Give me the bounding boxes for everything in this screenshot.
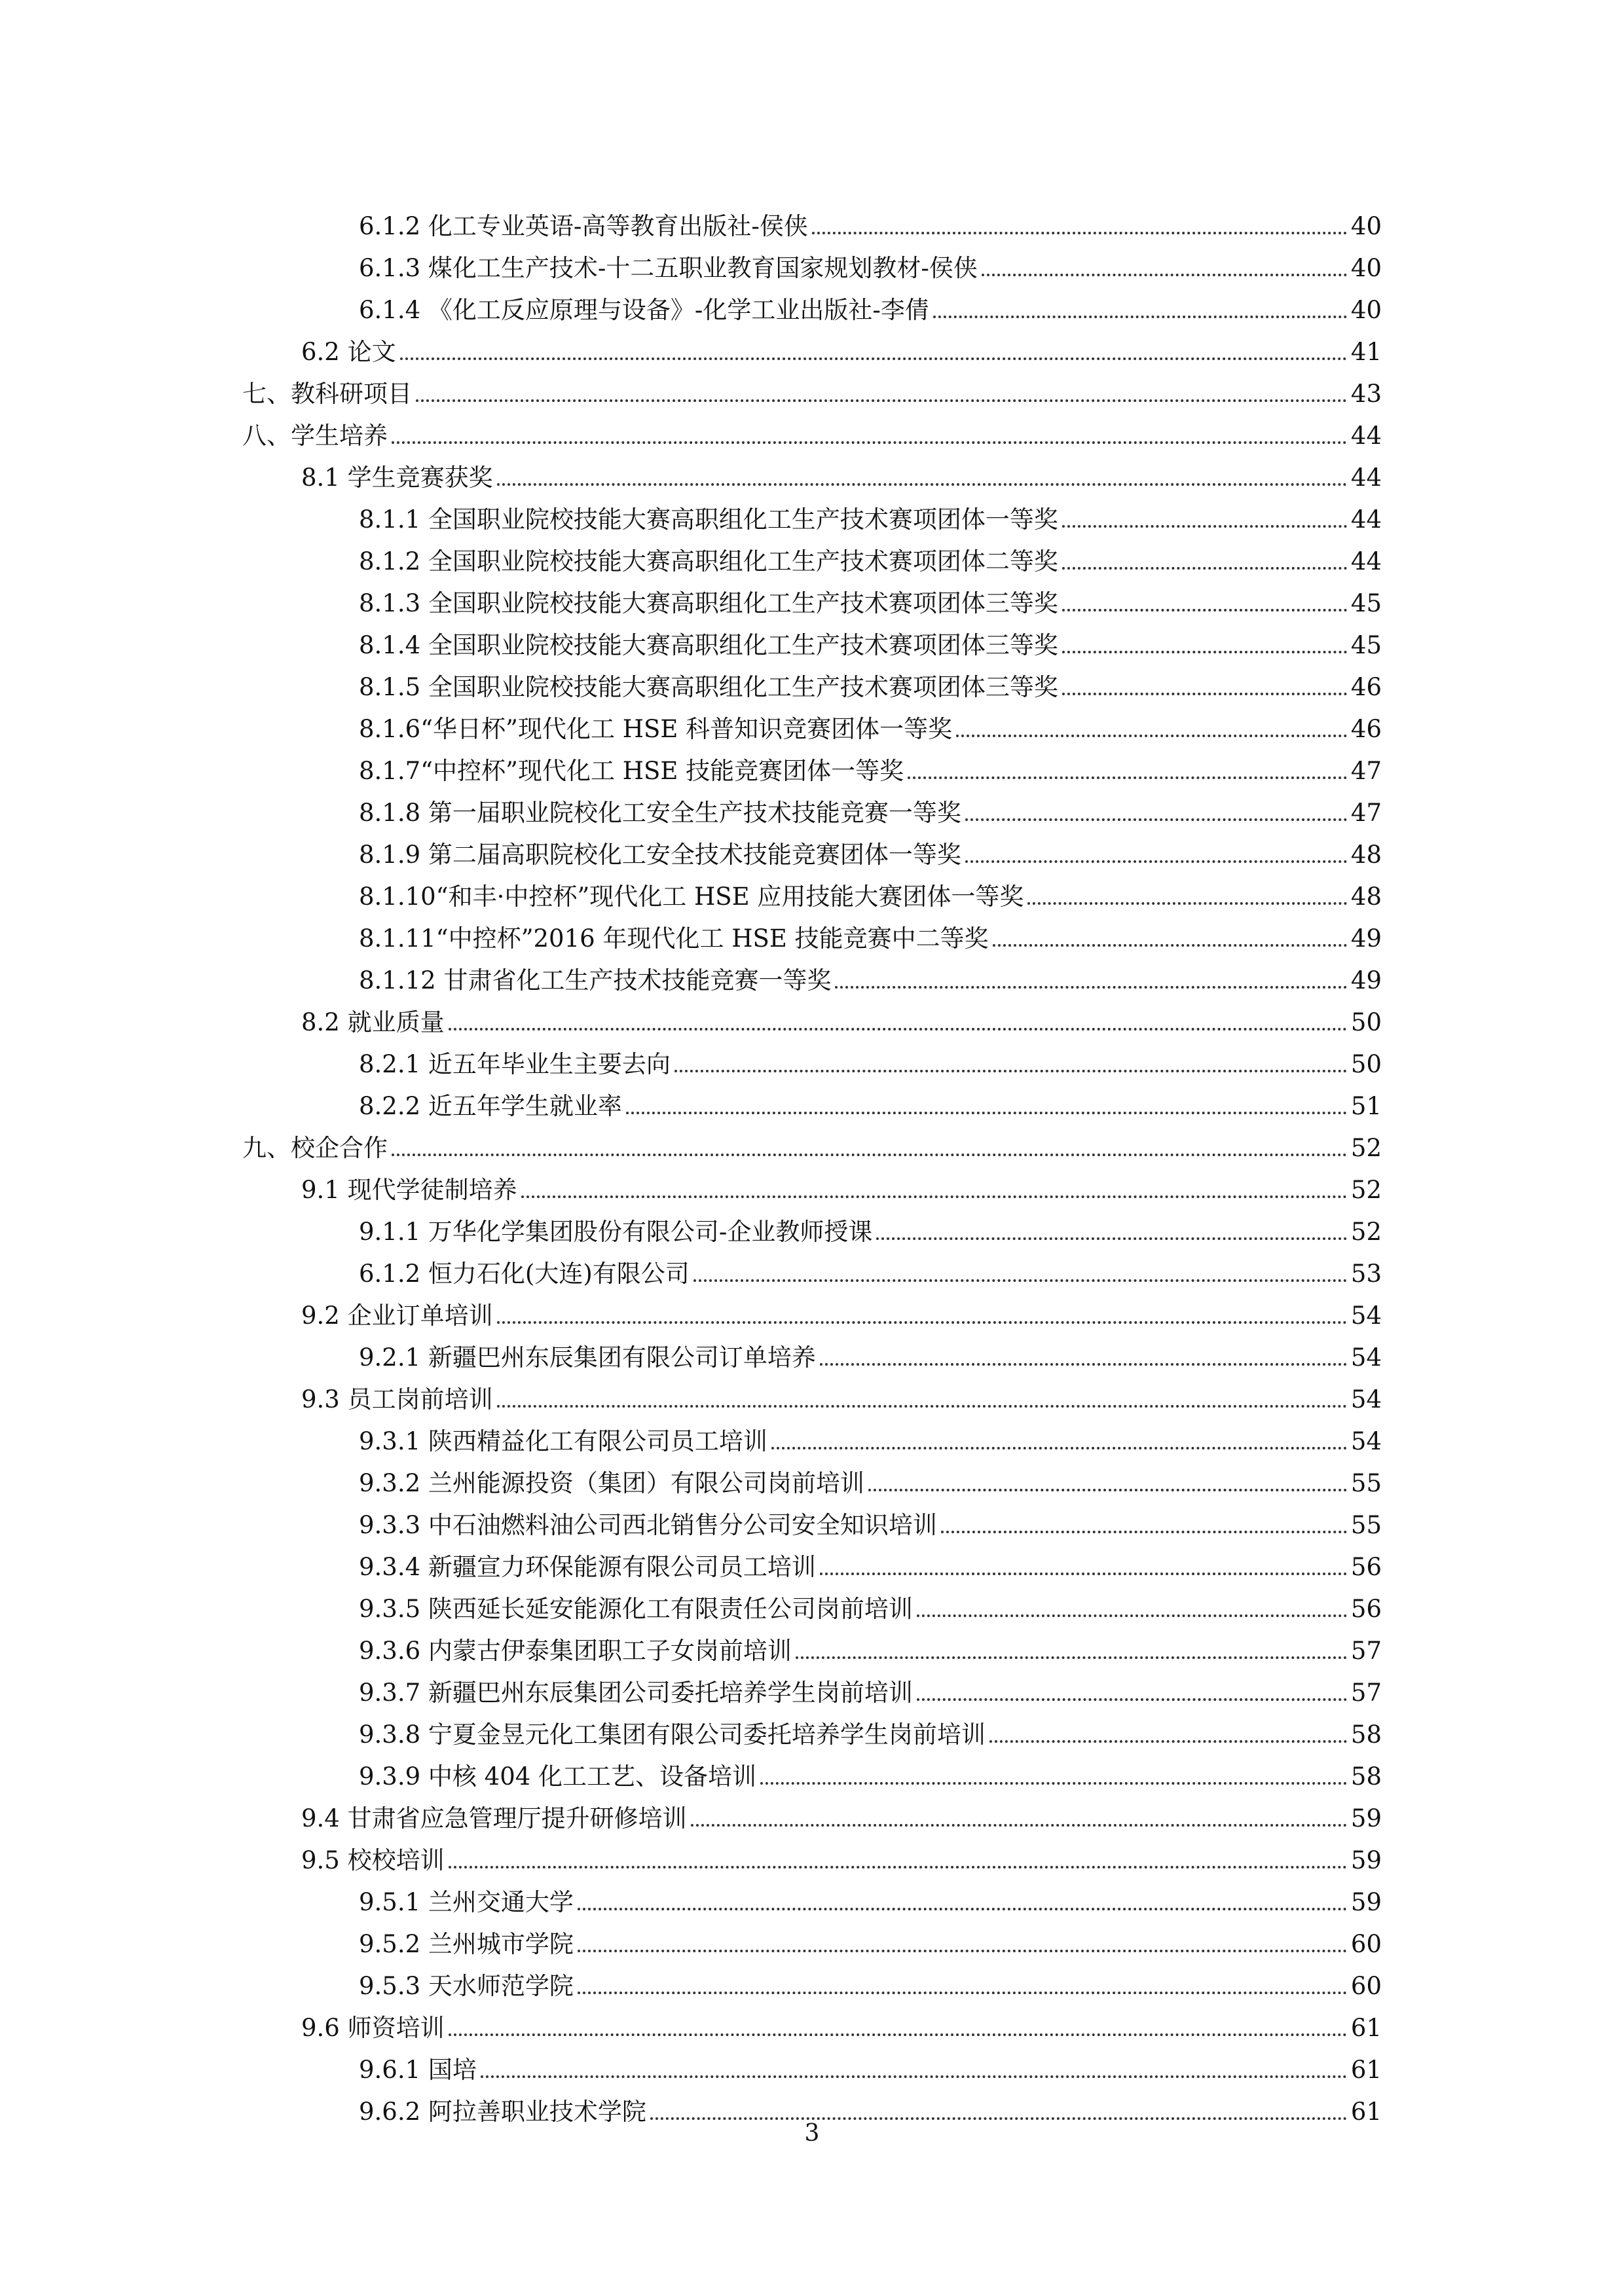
toc-entry-page: 52 bbox=[1350, 1218, 1382, 1246]
toc-leader-dots bbox=[521, 1195, 1347, 1198]
toc-leader-dots bbox=[965, 860, 1347, 863]
toc-entry-title: 9.5 校校培训 bbox=[301, 1846, 445, 1874]
toc-entry[interactable] bbox=[242, 409, 1382, 451]
toc-entry-page: 40 bbox=[1350, 296, 1382, 324]
toc-entry-page: 50 bbox=[1350, 1050, 1382, 1078]
toc-entry[interactable] bbox=[359, 242, 1382, 283]
toc-leader-dots bbox=[1062, 651, 1347, 653]
toc-entry-title: 8.1.2 全国职业院校技能大赛高职组化工生产技术赛项团体二等奖 bbox=[359, 547, 1058, 575]
toc-entry-title: 9.6.1 国培 bbox=[359, 2056, 477, 2084]
toc-entry-page: 48 bbox=[1350, 841, 1382, 869]
toc-entry-page: 40 bbox=[1350, 212, 1382, 240]
toc-entry[interactable] bbox=[359, 1457, 1382, 1499]
toc-entry-title: 6.1.3 煤化工生产技术-十二五职业教育国家规划教材-侯侠 bbox=[359, 254, 978, 282]
toc-entry[interactable] bbox=[359, 535, 1382, 577]
toc-entry-page: 57 bbox=[1350, 1679, 1382, 1707]
toc-entry-page: 59 bbox=[1350, 1846, 1382, 1874]
toc-leader-dots bbox=[449, 1028, 1347, 1030]
toc-entry[interactable] bbox=[301, 325, 1382, 367]
toc-entry[interactable] bbox=[301, 1373, 1382, 1415]
toc-leader-dots bbox=[578, 1950, 1347, 1952]
toc-entry-page: 43 bbox=[1350, 380, 1382, 408]
toc-entry-page: 54 bbox=[1350, 1343, 1382, 1372]
toc-entry-title: 9.5.2 兰州城市学院 bbox=[359, 1930, 574, 1958]
toc-leader-dots bbox=[908, 776, 1347, 779]
toc-entry-page: 59 bbox=[1350, 1804, 1382, 1832]
toc-entry-page: 59 bbox=[1350, 1888, 1382, 1916]
toc-entry[interactable] bbox=[359, 1038, 1382, 1080]
toc-entry[interactable] bbox=[359, 283, 1382, 325]
toc-leader-dots bbox=[982, 274, 1347, 276]
toc-entry-title: 9.3.2 兰州能源投资（集团）有限公司岗前培训 bbox=[359, 1469, 864, 1497]
toc-entry[interactable] bbox=[359, 200, 1382, 242]
toc-entry-page: 44 bbox=[1350, 422, 1382, 450]
toc-entry[interactable] bbox=[301, 996, 1382, 1038]
toc-entry-title: 9.3.1 陕西精益化工有限公司员工培训 bbox=[359, 1427, 767, 1455]
toc-entry-title: 9.5.1 兰州交通大学 bbox=[359, 1888, 574, 1916]
toc-leader-dots bbox=[933, 316, 1347, 318]
toc-entry[interactable] bbox=[359, 661, 1382, 702]
toc-entry-title: 9.6 师资培训 bbox=[301, 2014, 445, 2042]
toc-entry-page: 50 bbox=[1350, 1008, 1382, 1036]
toc-entry[interactable] bbox=[359, 744, 1382, 786]
toc-entry-page: 48 bbox=[1350, 883, 1382, 911]
toc-entry[interactable] bbox=[359, 1750, 1382, 1792]
toc-entry-title: 8.1.11“中控杯”2016 年现代化工 HSE 技能竞赛中二等奖 bbox=[359, 924, 989, 953]
toc-leader-dots bbox=[868, 1489, 1347, 1491]
toc-leader-dots bbox=[989, 1740, 1347, 1743]
toc-entry[interactable] bbox=[301, 1163, 1382, 1205]
toc-entry[interactable] bbox=[359, 1582, 1382, 1624]
toc-entry-page: 51 bbox=[1350, 1092, 1382, 1120]
toc-leader-dots bbox=[400, 357, 1347, 360]
toc-leader-dots bbox=[392, 1154, 1347, 1156]
toc-leader-dots bbox=[626, 1112, 1347, 1114]
page-number: 3 bbox=[804, 2120, 820, 2147]
toc-entry-title: 9.3.5 陕西延长延安能源化工有限责任公司岗前培训 bbox=[359, 1595, 913, 1623]
toc-entry[interactable] bbox=[359, 1540, 1382, 1582]
toc-entry[interactable] bbox=[359, 702, 1382, 744]
toc-entry[interactable] bbox=[359, 1708, 1382, 1750]
toc-entry[interactable] bbox=[301, 1834, 1382, 1876]
toc-entry-title: 9.1.1 万华化学集团股份有限公司-企业教师授课 bbox=[359, 1218, 873, 1246]
toc-entry[interactable] bbox=[242, 1121, 1382, 1163]
toc-entry[interactable] bbox=[359, 786, 1382, 828]
toc-leader-dots bbox=[820, 1573, 1347, 1575]
toc-entry[interactable] bbox=[359, 954, 1382, 996]
toc-leader-dots bbox=[965, 818, 1347, 821]
toc-leader-dots bbox=[481, 2075, 1347, 2078]
toc-entry[interactable] bbox=[301, 1289, 1382, 1331]
toc-entry-page: 54 bbox=[1350, 1385, 1382, 1413]
toc-leader-dots bbox=[449, 2033, 1347, 2036]
toc-leader-dots bbox=[1062, 525, 1347, 528]
toc-leader-dots bbox=[941, 1531, 1347, 1533]
toc-entry[interactable] bbox=[301, 451, 1382, 493]
toc-entry-page: 60 bbox=[1350, 1930, 1382, 1958]
toc-entry-page: 44 bbox=[1350, 464, 1382, 492]
toc-entry-page: 60 bbox=[1350, 1972, 1382, 2000]
toc-entry-title: 6.1.4 《化工反应原理与设备》-化学工业出版社-李倩 bbox=[359, 296, 929, 324]
toc-leader-dots bbox=[835, 986, 1346, 989]
toc-entry[interactable] bbox=[359, 1247, 1382, 1289]
toc-entry[interactable] bbox=[359, 870, 1382, 912]
toc-leader-dots bbox=[578, 1992, 1347, 1994]
toc-entry-title: 8.1.8 第一届职业院校化工安全生产技术技能竞赛一等奖 bbox=[359, 799, 961, 827]
toc-entry-title: 8.2.2 近五年学生就业率 bbox=[359, 1092, 622, 1120]
toc-leader-dots bbox=[392, 441, 1347, 444]
toc-entry-title: 8.1 学生竞赛获奖 bbox=[301, 464, 493, 492]
toc-entry-page: 52 bbox=[1350, 1134, 1382, 1162]
toc-entry-page: 55 bbox=[1350, 1511, 1382, 1539]
toc-leader-dots bbox=[497, 1405, 1347, 1408]
toc-entry-title: 6.1.2 化工专业英语-高等教育出版社-侯侠 bbox=[359, 212, 808, 240]
toc-entry-title: 8.1.4 全国职业院校技能大赛高职组化工生产技术赛项团体三等奖 bbox=[359, 631, 1058, 659]
toc-entry-page: 61 bbox=[1350, 2056, 1382, 2084]
toc-leader-dots bbox=[956, 735, 1347, 737]
toc-entry[interactable] bbox=[359, 2043, 1382, 2085]
toc-entry-title: 9.3.4 新疆宣力环保能源有限公司员工培训 bbox=[359, 1553, 816, 1581]
toc-entry-page: 54 bbox=[1350, 1427, 1382, 1455]
toc-entry[interactable] bbox=[359, 1876, 1382, 1918]
toc-entry-title: 8.1.10“和丰·中控杯”现代化工 HSE 应用技能大赛团体一等奖 bbox=[359, 883, 1024, 911]
toc-entry-page: 47 bbox=[1350, 757, 1382, 785]
toc-entry-title: 6.2 论文 bbox=[301, 338, 396, 366]
toc-leader-dots bbox=[416, 399, 1347, 402]
toc-entry-page: 46 bbox=[1350, 673, 1382, 701]
toc-entry-title: 9.3.9 中核 404 化工工艺、设备培训 bbox=[359, 1762, 757, 1791]
toc-entry-page: 49 bbox=[1350, 966, 1382, 994]
toc-leader-dots bbox=[691, 1824, 1347, 1827]
toc-entry-page: 47 bbox=[1350, 799, 1382, 827]
toc-leader-dots bbox=[1062, 567, 1347, 570]
toc-leader-dots bbox=[917, 1698, 1347, 1701]
toc-entry[interactable] bbox=[359, 619, 1382, 661]
toc-entry-page: 41 bbox=[1350, 338, 1382, 366]
toc-entry[interactable] bbox=[359, 1331, 1382, 1373]
toc-entry-page: 61 bbox=[1350, 2014, 1382, 2042]
toc-entry[interactable] bbox=[242, 367, 1382, 409]
toc-entry[interactable] bbox=[359, 1205, 1382, 1247]
toc-leader-dots bbox=[497, 1321, 1347, 1324]
toc-leader-dots bbox=[796, 1656, 1347, 1659]
toc-entry[interactable] bbox=[301, 2001, 1382, 2043]
toc-entry-title: 8.2.1 近五年毕业生主要去向 bbox=[359, 1050, 671, 1078]
toc-entry-title: 9.5.3 天水师范学院 bbox=[359, 1972, 574, 2000]
toc-leader-dots bbox=[820, 1363, 1347, 1366]
toc-entry-title: 9.3 员工岗前培训 bbox=[301, 1385, 493, 1413]
toc-entry-page: 44 bbox=[1350, 505, 1382, 534]
toc-entry-title: 8.1.7“中控杯”现代化工 HSE 技能竞赛团体一等奖 bbox=[359, 757, 904, 785]
toc-entry-page: 58 bbox=[1350, 1762, 1382, 1791]
toc-entry[interactable] bbox=[359, 1499, 1382, 1540]
toc-entry-title: 9.6.2 阿拉善职业技术学院 bbox=[359, 2098, 646, 2126]
toc-leader-dots bbox=[449, 1866, 1347, 1868]
toc-entry[interactable] bbox=[359, 1415, 1382, 1457]
toc-leader-dots bbox=[876, 1237, 1347, 1240]
toc-entry-title: 9.1 现代学徒制培养 bbox=[301, 1176, 517, 1204]
toc-entry-page: 52 bbox=[1350, 1176, 1382, 1204]
toc-leader-dots bbox=[917, 1614, 1347, 1617]
toc-entry[interactable] bbox=[359, 1918, 1382, 1959]
toc-entry-title: 8.1.12 甘肃省化工生产技术技能竞赛一等奖 bbox=[359, 966, 832, 994]
toc-entry[interactable] bbox=[359, 1959, 1382, 2001]
toc-entry-page: 49 bbox=[1350, 924, 1382, 953]
toc-entry-title: 9.2 企业订单培训 bbox=[301, 1302, 493, 1330]
toc-entry-page: 56 bbox=[1350, 1595, 1382, 1623]
toc-entry-page: 57 bbox=[1350, 1637, 1382, 1665]
toc-entry[interactable] bbox=[359, 1666, 1382, 1708]
toc-entry-page: 45 bbox=[1350, 589, 1382, 617]
toc-leader-dots bbox=[1062, 693, 1347, 695]
toc-entry-page: 46 bbox=[1350, 715, 1382, 743]
toc-entry-page: 53 bbox=[1350, 1260, 1382, 1288]
toc-entry-page: 55 bbox=[1350, 1469, 1382, 1497]
toc-leader-dots bbox=[993, 944, 1347, 947]
toc-leader-dots bbox=[760, 1782, 1347, 1785]
toc-entry-title: 9.2.1 新疆巴州东辰集团有限公司订单培养 bbox=[359, 1343, 816, 1372]
toc-entry-page: 56 bbox=[1350, 1553, 1382, 1581]
toc-leader-dots bbox=[578, 1908, 1347, 1910]
toc-entry-title: 9.3.3 中石油燃料油公司西北销售分公司安全知识培训 bbox=[359, 1511, 937, 1539]
toc-entry[interactable] bbox=[359, 493, 1382, 535]
toc-entry-title: 6.1.2 恒力石化(大连)有限公司 bbox=[359, 1260, 690, 1288]
toc-entry[interactable] bbox=[359, 1080, 1382, 1121]
toc-leader-dots bbox=[674, 1070, 1347, 1072]
toc-entry[interactable] bbox=[359, 912, 1382, 954]
toc-leader-dots bbox=[812, 232, 1347, 234]
toc-entry[interactable] bbox=[359, 577, 1382, 619]
toc-entry[interactable] bbox=[359, 828, 1382, 870]
toc-entry-title: 九、校企合作 bbox=[242, 1134, 388, 1162]
toc-entry-page: 44 bbox=[1350, 547, 1382, 575]
toc-entry[interactable] bbox=[301, 1792, 1382, 1834]
toc-leader-dots bbox=[1027, 902, 1346, 905]
toc-entry-page: 54 bbox=[1350, 1302, 1382, 1330]
toc-entry-title: 七、教科研项目 bbox=[242, 380, 412, 408]
toc-entry-title: 8.2 就业质量 bbox=[301, 1008, 445, 1036]
toc-leader-dots bbox=[497, 483, 1347, 486]
toc-entry-title: 8.1.9 第二届高职院校化工安全技术技能竞赛团体一等奖 bbox=[359, 841, 961, 869]
toc-leader-dots bbox=[771, 1447, 1347, 1449]
toc-entry[interactable] bbox=[359, 1624, 1382, 1666]
toc-entry-title: 9.3.8 宁夏金昱元化工集团有限公司委托培养学生岗前培训 bbox=[359, 1721, 986, 1749]
toc-entry-title: 8.1.1 全国职业院校技能大赛高职组化工生产技术赛项团体一等奖 bbox=[359, 505, 1058, 534]
toc-entry-page: 58 bbox=[1350, 1721, 1382, 1749]
toc-entry-title: 八、学生培养 bbox=[242, 422, 388, 450]
toc-leader-dots bbox=[693, 1279, 1347, 1282]
toc-entry-title: 9.3.6 内蒙古伊泰集团职工子女岗前培训 bbox=[359, 1637, 792, 1665]
toc-entry-title: 8.1.6“华日杯”现代化工 HSE 科普知识竞赛团体一等奖 bbox=[359, 715, 953, 743]
toc-entry-title: 8.1.5 全国职业院校技能大赛高职组化工生产技术赛项团体三等奖 bbox=[359, 673, 1058, 701]
toc-entry-page: 40 bbox=[1350, 254, 1382, 282]
toc-entry-title: 9.3.7 新疆巴州东辰集团公司委托培养学生岗前培训 bbox=[359, 1679, 913, 1707]
toc-entry-page: 61 bbox=[1350, 2098, 1382, 2126]
toc-entry-title: 9.4 甘肃省应急管理厅提升研修培训 bbox=[301, 1804, 687, 1832]
toc-entry-page: 45 bbox=[1350, 631, 1382, 659]
toc-leader-dots bbox=[1062, 609, 1347, 611]
toc-entry-title: 8.1.3 全国职业院校技能大赛高职组化工生产技术赛项团体三等奖 bbox=[359, 589, 1058, 617]
